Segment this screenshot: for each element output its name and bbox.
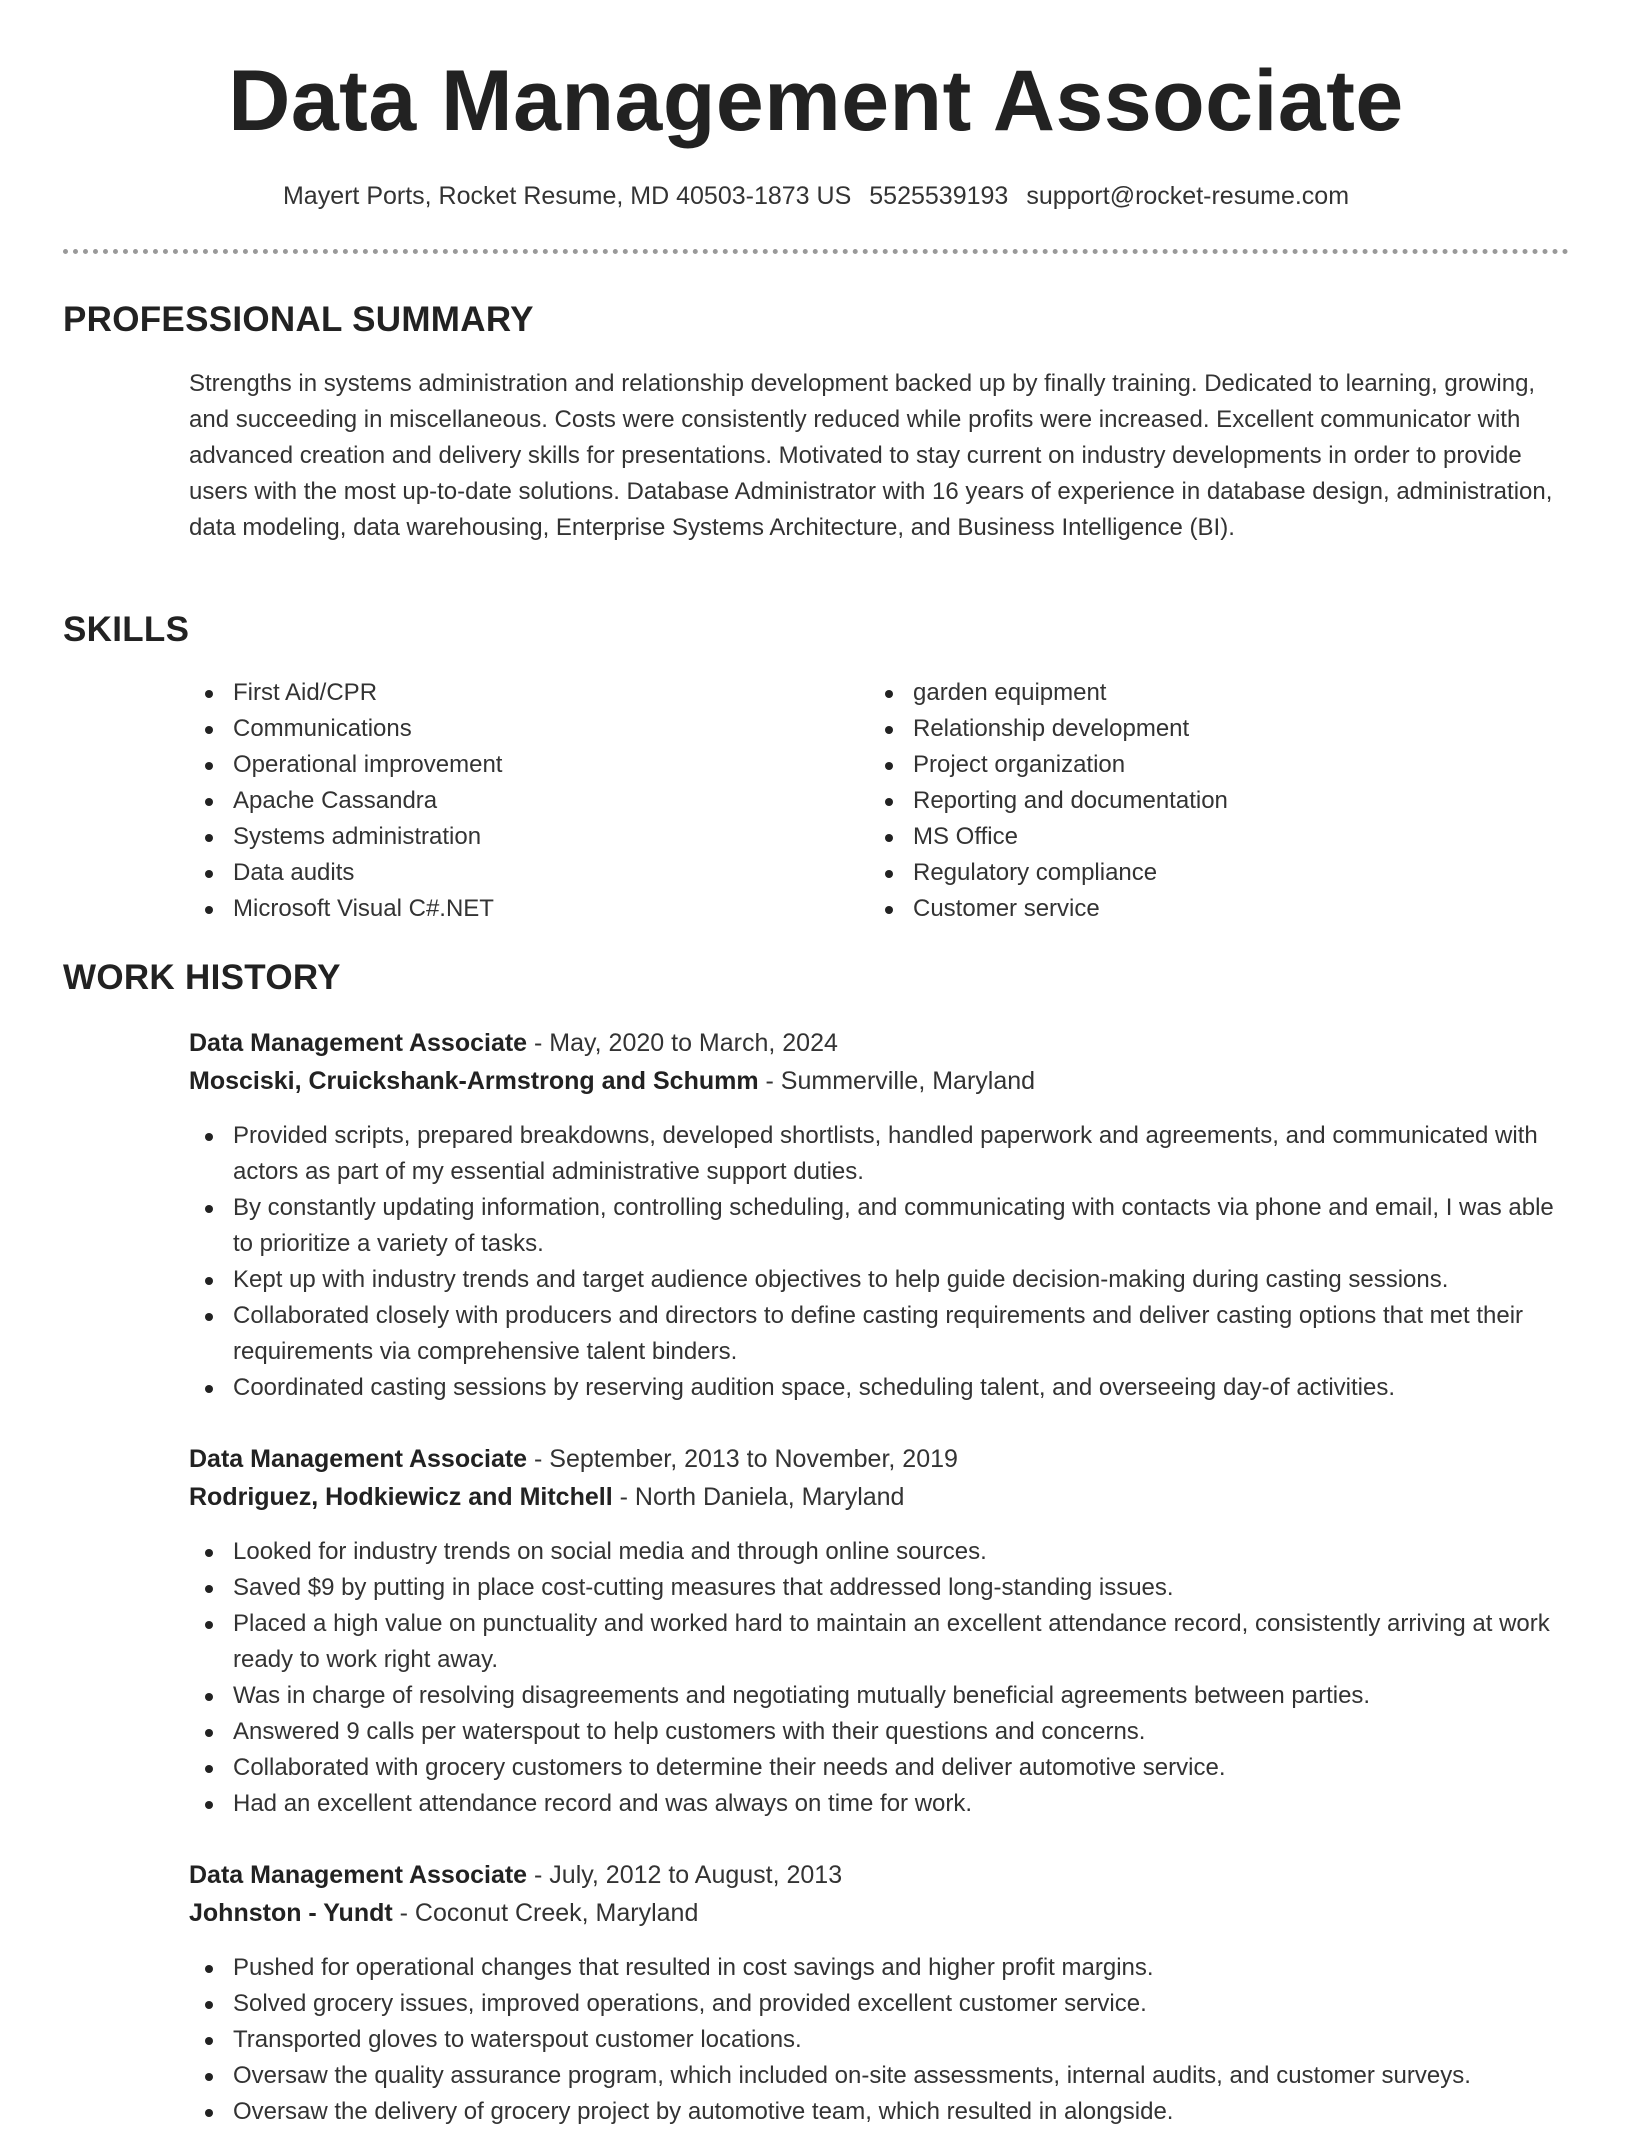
skill-item: First Aid/CPR bbox=[189, 675, 829, 711]
job-location: - Summerville, Maryland bbox=[758, 1067, 1036, 1095]
job-bullet: Placed a high value on punctuality and worked hard to maintain an excellent attendance record, consistently arriving at work ready to work right away. bbox=[189, 1606, 1569, 1678]
job-location: - North Daniela, Maryland bbox=[612, 1483, 905, 1511]
skill-item: Microsoft Visual C#.NET bbox=[189, 891, 829, 927]
job-bullet: Collaborated closely with producers and directors to define casting requirements and deliver casting options that met their requirements via comprehensive talent binders. bbox=[189, 1298, 1569, 1370]
contact-address: Mayert Ports, Rocket Resume, MD 40503-1873 US bbox=[282, 182, 852, 210]
job-bullet: Oversaw the delivery of grocery project by automotive team, which resulted in alongside. bbox=[189, 2094, 1569, 2130]
skills-heading: SKILLS bbox=[63, 610, 190, 649]
summary-heading: PROFESSIONAL SUMMARY bbox=[63, 300, 534, 339]
summary-text: Strengths in systems administration and relationship development backed up by finally training. Dedicated to learning, growing, and succeeding in miscellaneous. Costs were consistently reduced while profits were increased. Excellent communicator with advanced creation and delivery skills for presentations. Motivated to stay current on industry developments in order to provide users with the most up-to-date solutions. Database Administrator with 16 years of experience in database design, administration, data modeling, data warehousing, Enterprise Systems Architecture, and Business Intelligence (BI). bbox=[189, 370, 1553, 541]
job-bullets bbox=[189, 1950, 1569, 2130]
job-title-line bbox=[189, 1440, 958, 1478]
job-role: Data Management Associate bbox=[189, 1029, 528, 1057]
job-bullet: Was in charge of resolving disagreements and negotiating mutually beneficial agreements between parties. bbox=[189, 1678, 1569, 1714]
skill-item: Operational improvement bbox=[189, 747, 829, 783]
skills-list-left bbox=[189, 675, 829, 927]
job-bullet: Collaborated with grocery customers to determine their needs and deliver automotive service. bbox=[189, 1750, 1569, 1786]
skill-item: Project organization bbox=[869, 747, 1509, 783]
job-bullet: Had an excellent attendance record and was always on time for work. bbox=[189, 1786, 1569, 1822]
skill-item: MS Office bbox=[869, 819, 1509, 855]
contact-line bbox=[0, 182, 1632, 211]
job-location: - Coconut Creek, Maryland bbox=[392, 1899, 699, 1927]
job-bullet: Coordinated casting sessions by reserving audition space, scheduling talent, and overseeing day-of activities. bbox=[189, 1370, 1569, 1406]
job-company: Johnston - Yundt bbox=[189, 1899, 393, 1927]
contact-phone: 5525539193 bbox=[869, 182, 1009, 210]
skill-item: Communications bbox=[189, 711, 829, 747]
job-bullet: Oversaw the quality assurance program, which included on-site assessments, internal audits, and customer surveys. bbox=[189, 2058, 1569, 2094]
job-bullets bbox=[189, 1534, 1569, 1822]
job-dates: - July, 2012 to August, 2013 bbox=[527, 1861, 843, 1889]
job-company-line bbox=[189, 1478, 904, 1516]
job-title-line bbox=[189, 1024, 838, 1062]
job-bullet: Pushed for operational changes that resulted in cost savings and higher profit margins. bbox=[189, 1950, 1569, 1986]
job-company: Mosciski, Cruickshank-Armstrong and Schumm bbox=[189, 1067, 759, 1095]
skill-item: Customer service bbox=[869, 891, 1509, 927]
skill-item: Apache Cassandra bbox=[189, 783, 829, 819]
job-bullet: Looked for industry trends on social media and through online sources. bbox=[189, 1534, 1569, 1570]
skill-item: Systems administration bbox=[189, 819, 829, 855]
skill-item: Regulatory compliance bbox=[869, 855, 1509, 891]
contact-email: support@rocket-resume.com bbox=[1026, 182, 1350, 210]
skill-item: Data audits bbox=[189, 855, 829, 891]
skills-list-right bbox=[869, 675, 1509, 927]
job-bullet: Provided scripts, prepared breakdowns, developed shortlists, handled paperwork and agreements, and communicated with actors as part of my essential administrative support duties. bbox=[189, 1118, 1569, 1190]
skill-item: Reporting and documentation bbox=[869, 783, 1509, 819]
job-role: Data Management Associate bbox=[189, 1445, 528, 1473]
job-bullet: Kept up with industry trends and target audience objectives to help guide decision-making during casting sessions. bbox=[189, 1262, 1569, 1298]
job-company: Rodriguez, Hodkiewicz and Mitchell bbox=[189, 1483, 613, 1511]
resume-name-title: Data Management Associate bbox=[228, 53, 1404, 149]
job-role: Data Management Associate bbox=[189, 1861, 528, 1889]
job-bullets bbox=[189, 1118, 1569, 1406]
job-company-line bbox=[189, 1062, 1035, 1100]
job-bullet: Solved grocery issues, improved operations, and provided excellent customer service. bbox=[189, 1986, 1569, 2022]
job-dates: - September, 2013 to November, 2019 bbox=[527, 1445, 958, 1473]
job-title-line bbox=[189, 1856, 842, 1894]
header-divider bbox=[63, 249, 1569, 254]
job-bullet: Transported gloves to waterspout customer locations. bbox=[189, 2022, 1569, 2058]
job-bullet: By constantly updating information, controlling scheduling, and communicating with contacts via phone and email, I was able to prioritize a variety of tasks. bbox=[189, 1190, 1569, 1262]
job-company-line bbox=[189, 1894, 698, 1932]
skill-item: garden equipment bbox=[869, 675, 1509, 711]
job-dates: - May, 2020 to March, 2024 bbox=[527, 1029, 838, 1057]
skill-item: Relationship development bbox=[869, 711, 1509, 747]
job-bullet: Answered 9 calls per waterspout to help customers with their questions and concerns. bbox=[189, 1714, 1569, 1750]
work-history-heading: WORK HISTORY bbox=[63, 958, 341, 997]
job-bullet: Saved $9 by putting in place cost-cutting measures that addressed long-standing issues. bbox=[189, 1570, 1569, 1606]
